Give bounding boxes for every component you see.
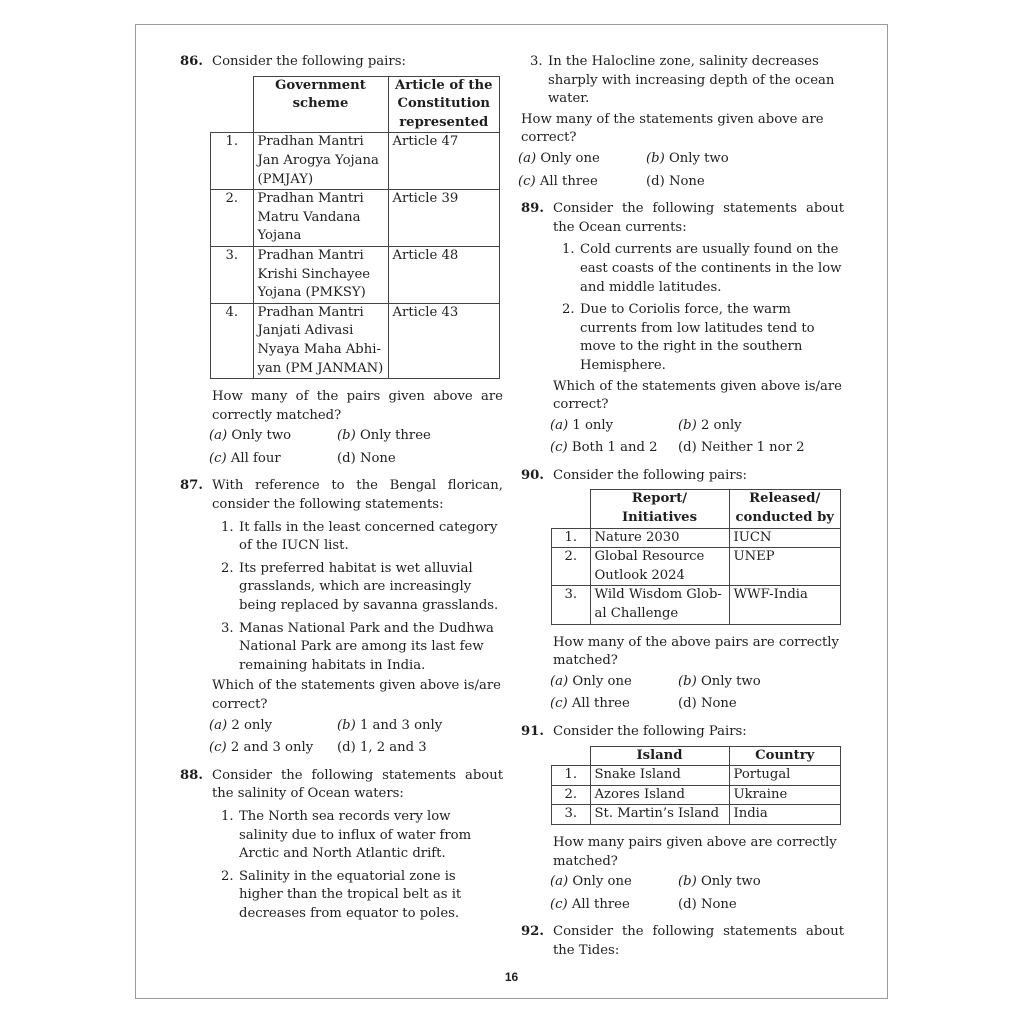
table-cell-number: 4. bbox=[211, 303, 254, 378]
option-c[interactable]: (c) All three bbox=[518, 173, 598, 189]
table-cell: Ukraine bbox=[729, 785, 841, 805]
table-cell: IUCN bbox=[729, 528, 841, 548]
document-page bbox=[135, 24, 888, 999]
statement-item: 1. Cold currents are usually found on the east coasts of the continents in the low and middle latitudes. bbox=[562, 242, 842, 295]
question-88 bbox=[180, 767, 503, 924]
table-header-row bbox=[552, 490, 841, 528]
statement-item: 3. In the Halocline zone, salinity decreases sharply with increasing depth of the ocean water. bbox=[530, 54, 835, 107]
table-row bbox=[552, 586, 841, 624]
table-cell: Pradhan Mantri Jan Arogya Yojana (PMJAY) bbox=[253, 133, 388, 190]
statement-list bbox=[521, 53, 844, 109]
option-a[interactable]: (a) Only one bbox=[550, 673, 632, 689]
option-d[interactable]: (d) Neither 1 nor 2 bbox=[678, 440, 805, 456]
table-cell: Article 43 bbox=[388, 303, 500, 378]
table-cell-number: 2. bbox=[552, 785, 591, 805]
answer-options bbox=[550, 873, 844, 914]
table-cell: UNEP bbox=[729, 548, 841, 586]
option-a[interactable]: (a) Only one bbox=[550, 874, 632, 890]
table-row bbox=[552, 766, 841, 786]
question-stem: Consider the following Pairs: bbox=[553, 724, 747, 739]
option-c[interactable]: (c) All three bbox=[550, 696, 630, 712]
table-cell-number: 3. bbox=[552, 586, 591, 624]
table-blank-cell bbox=[211, 76, 254, 133]
option-d[interactable]: (d) 1, 2 and 3 bbox=[337, 740, 427, 756]
option-c[interactable]: (c) Both 1 and 2 bbox=[550, 440, 658, 456]
table-row bbox=[211, 303, 500, 378]
option-a[interactable]: (a) Only two bbox=[209, 428, 292, 444]
question-92 bbox=[521, 923, 844, 960]
question-number: 90. bbox=[521, 467, 544, 483]
statement-list bbox=[212, 808, 503, 924]
table-cell: Pradhan Mantri Janjati Adivasi Nyaya Maha Abhi-yan (PM JANMAN) bbox=[253, 303, 388, 378]
table-header: Article of the Constitution represented bbox=[388, 76, 500, 133]
pairs-table bbox=[551, 746, 841, 825]
table-blank-cell bbox=[552, 746, 591, 766]
question-stem: Consider the following statements about the Ocean currents: bbox=[553, 201, 844, 235]
question-prompt: How many of the above pairs are correctly matched? bbox=[553, 634, 839, 669]
option-b[interactable]: (b) Only three bbox=[337, 428, 431, 444]
question-prompt: Which of the statements given above is/are correct? bbox=[212, 678, 501, 712]
answer-options bbox=[209, 427, 503, 468]
question-86 bbox=[180, 53, 503, 468]
table-row bbox=[211, 133, 500, 190]
answer-options bbox=[209, 717, 503, 758]
question-prompt: How many of the pairs given above are correctly matched? bbox=[212, 389, 503, 423]
table-header: Country bbox=[729, 746, 841, 766]
table-cell-number: 3. bbox=[211, 246, 254, 303]
table-cell: Pradhan Mantri Krishi Sinchayee Yojana (PMKSY) bbox=[253, 246, 388, 303]
option-d[interactable]: (d) None bbox=[646, 173, 705, 189]
table-cell: Article 47 bbox=[388, 133, 500, 190]
question-number: 87. bbox=[180, 478, 203, 494]
answer-options bbox=[550, 417, 844, 458]
table-cell: Portugal bbox=[729, 766, 841, 786]
table-header: Report/ Initiatives bbox=[590, 490, 729, 528]
statement-list bbox=[553, 241, 844, 375]
table-cell-number: 1. bbox=[552, 766, 591, 786]
option-c[interactable]: (c) 2 and 3 only bbox=[209, 740, 314, 756]
table-cell: WWF-India bbox=[729, 586, 841, 624]
table-row bbox=[211, 190, 500, 247]
table-cell-number: 3. bbox=[552, 805, 591, 825]
question-number: 92. bbox=[521, 924, 544, 940]
table-cell: St. Martin’s Island bbox=[590, 805, 729, 825]
option-a[interactable]: (a) 2 only bbox=[209, 717, 273, 733]
table-cell: Pradhan Mantri Matru Vandana Yojana bbox=[253, 190, 388, 247]
option-b[interactable]: (b) Only two bbox=[678, 874, 761, 890]
statement-item: 1. It falls in the least concerned category of the IUCN list. bbox=[221, 519, 498, 554]
table-header-row bbox=[211, 76, 500, 133]
question-prompt: Which of the statements given above is/are correct? bbox=[553, 378, 842, 413]
question-prompt: How many of the statements given above are correct? bbox=[521, 111, 824, 146]
option-d[interactable]: (d) None bbox=[678, 896, 737, 912]
question-number: 89. bbox=[521, 201, 544, 217]
option-a[interactable]: (a) Only one bbox=[518, 150, 600, 166]
table-header: Island bbox=[590, 746, 729, 766]
statement-item: 3. Manas National Park and the Dudhwa National Park are among its last few remaining habitats in India. bbox=[221, 620, 494, 673]
pairs-table bbox=[210, 76, 500, 380]
table-cell: Wild Wisdom Glob-al Challenge bbox=[590, 586, 729, 624]
page-number: 16 bbox=[504, 970, 519, 984]
question-number: 86. bbox=[180, 54, 203, 69]
question-91 bbox=[521, 723, 844, 914]
table-cell-number: 1. bbox=[552, 528, 591, 548]
table-row bbox=[552, 528, 841, 548]
question-88-continued bbox=[518, 53, 844, 191]
statement-item: 1. The North sea records very low salinity due to influx of water from Arctic and North Atlantic drift. bbox=[221, 808, 472, 862]
question-89 bbox=[521, 200, 844, 458]
table-cell-number: 1. bbox=[211, 133, 254, 190]
option-b[interactable]: (b) 1 and 3 only bbox=[337, 717, 443, 733]
table-row bbox=[211, 246, 500, 303]
table-row bbox=[552, 805, 841, 825]
question-prompt: How many pairs given above are correctly matched? bbox=[553, 834, 837, 869]
question-87 bbox=[180, 477, 503, 757]
option-b[interactable]: (b) 2 only bbox=[678, 417, 742, 433]
question-90 bbox=[521, 467, 844, 714]
right-column bbox=[518, 53, 844, 961]
question-number: 88. bbox=[180, 767, 203, 783]
question-stem: With reference to the Bengal florican, consider the following statements: bbox=[212, 478, 503, 513]
table-cell: Global Resource Outlook 2024 bbox=[590, 548, 729, 586]
option-b[interactable]: (b) Only two bbox=[678, 673, 761, 689]
table-header-row bbox=[552, 746, 841, 766]
table-cell: Article 48 bbox=[388, 246, 500, 303]
option-d[interactable]: (d) None bbox=[678, 696, 737, 712]
option-d[interactable]: (d) None bbox=[337, 450, 396, 466]
statement-item: 2. Due to Coriolis force, the warm currents from low latitudes tend to move to the right in the southern Hemisphere. bbox=[562, 302, 815, 373]
table-cell: Azores Island bbox=[590, 785, 729, 805]
question-stem: Consider the following statements about the Tides: bbox=[553, 924, 844, 958]
table-header: Released/ conducted by bbox=[729, 490, 841, 528]
option-b[interactable]: (b) Only two bbox=[646, 150, 729, 166]
answer-options bbox=[518, 150, 844, 191]
table-row bbox=[552, 785, 841, 805]
statement-item: 2. Salinity in the equatorial zone is higher than the tropical belt as it decreases from equator to poles. bbox=[221, 868, 462, 921]
question-stem: Consider the following pairs: bbox=[553, 467, 747, 483]
statement-item: 2. Its preferred habitat is wet alluvial grasslands, which are increasingly being replaced by savanna grasslands. bbox=[221, 560, 499, 614]
table-cell-number: 2. bbox=[552, 548, 591, 586]
table-cell: India bbox=[729, 805, 841, 825]
option-c[interactable]: (c) All four bbox=[209, 450, 281, 466]
statement-list bbox=[212, 519, 503, 676]
table-cell: Article 39 bbox=[388, 190, 500, 247]
pairs-table bbox=[551, 489, 841, 624]
table-blank-cell bbox=[552, 490, 591, 528]
table-cell-number: 2. bbox=[211, 190, 254, 247]
question-number: 91. bbox=[521, 724, 544, 739]
table-cell: Snake Island bbox=[590, 766, 729, 786]
answer-options bbox=[550, 673, 844, 714]
table-row bbox=[552, 548, 841, 586]
question-stem: Consider the following statements about the salinity of Ocean waters: bbox=[212, 767, 503, 802]
left-column bbox=[180, 53, 503, 926]
option-a[interactable]: (a) 1 only bbox=[550, 417, 614, 433]
question-stem: Consider the following pairs: bbox=[212, 54, 406, 69]
table-header: Government scheme bbox=[253, 76, 388, 133]
option-c[interactable]: (c) All three bbox=[550, 896, 630, 912]
table-cell: Nature 2030 bbox=[590, 528, 729, 548]
